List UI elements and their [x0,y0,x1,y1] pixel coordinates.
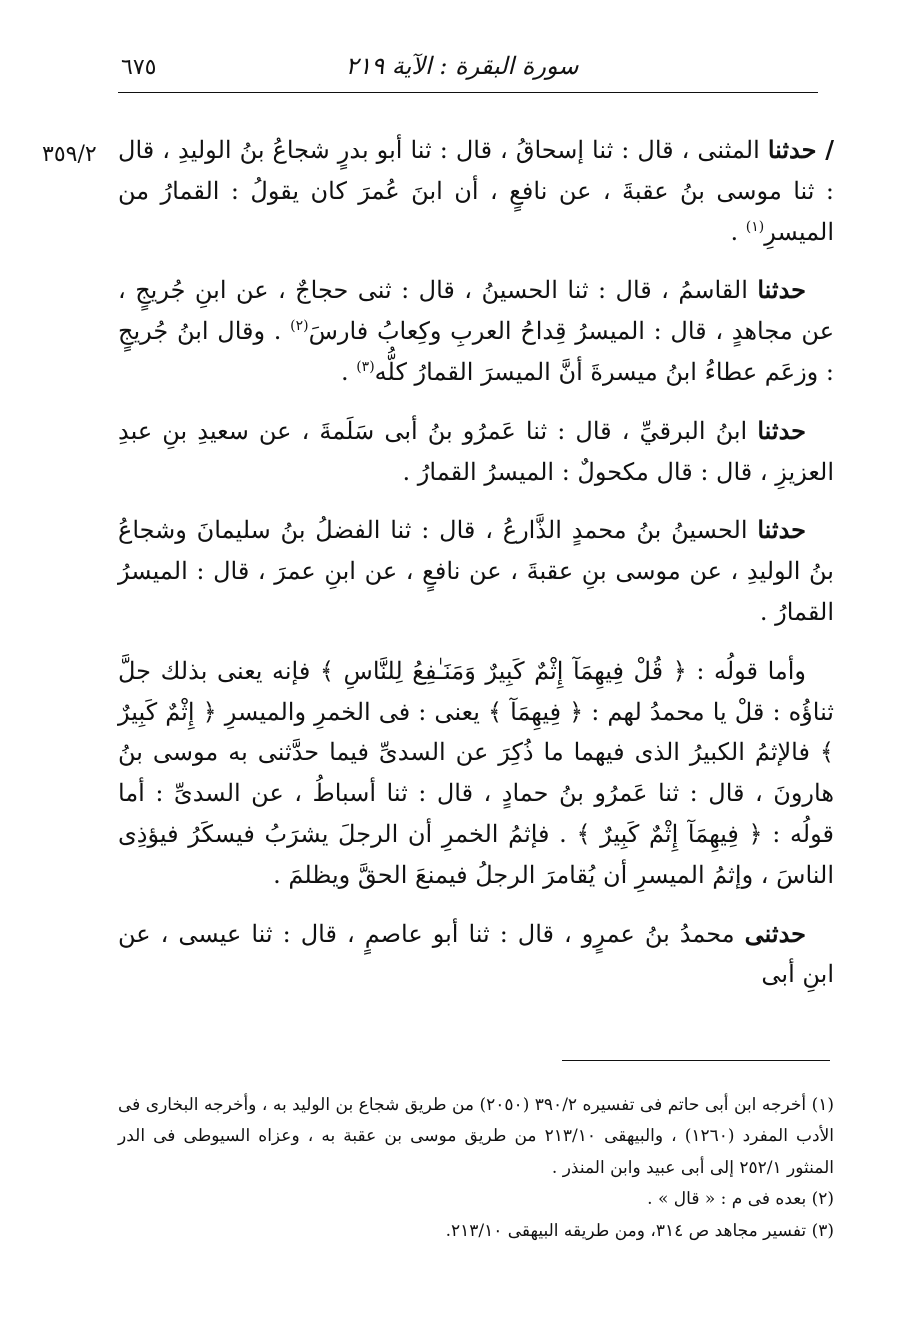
paragraph-4 [118,510,834,632]
chain-lead: حدثنى [744,918,806,948]
footnote-ref: (٢) [290,318,309,335]
paragraph-end: . [340,357,357,386]
chain-lead: / حدثنا [767,135,834,164]
margin-reference: ٣٥٩/٢ [42,142,97,167]
footnote-2: (٢) بعده فى م : « قال » . [647,1189,834,1210]
paragraph-text: الحسينُ بنُ محمدٍ الذَّارعُ ، قال : ثنا الفضلُ بنُ سليمانَ وشجاعُ بنُ الوليدِ ، عن موسى بنِ عقبةَ ، عن نافعٍ ، عن ابنِ عمرَ ، قال : الميسرُ القمارُ . [118,516,834,626]
paragraph-text: المثنى ، قال : ثنا إسحاقُ ، قال : ثنا أبو بدرٍ شجاعُ بنُ الوليدِ ، قال : ثنا موسى بنُ عقبةَ ، عن نافعٍ ، أن ابنَ عُمرَ كان يقولُ : القمارُ من الميسرِ [118,136,834,246]
page-number: ٦٧٥ [121,55,157,80]
paragraph-3 [118,411,834,493]
chain-lead: حدثنا [757,415,806,445]
main-text [118,130,834,1013]
paragraph-6 [118,914,834,996]
footnote-ref: (١) [745,218,765,235]
header-rule [118,92,818,93]
paragraph-text: القاسمُ ، قال : ثنا الحسينُ ، قال : ثنى حجاجٌ ، عن ابنِ جُريجٍ ، عن مجاهدٍ ، قال : الميسرُ قِداحُ العربِ وكِعابُ فارسَ [118,276,835,346]
paragraph-5 [118,651,834,896]
footnote-rule [562,1060,830,1061]
footnote-3: (٣) تفسير مجاهد ص ٣١٤، ومن طريقه البيهقى ٢١٣/١٠. [445,1220,834,1241]
paragraph-1 [118,130,834,252]
paragraph-text: ابنُ البرقيِّ ، قال : ثنا عَمرُو بنُ أبى سَلَمةَ ، عن سعيدِ بنِ عبدِ العزيزِ ، قال : قال مكحولٌ : الميسرُ القمارُ . [118,416,834,486]
running-title: سورة البقرة : الآية ٢١٩ [345,52,579,80]
paragraph-text-continued: . وقال ابنُ جُريجٍ : وزعَم عطاءُ ابنُ ميسرةَ أنَّ الميسرَ القمارُ كلُّه [118,317,834,386]
chain-lead: حدثنا [757,515,806,545]
paragraph-2 [118,270,834,392]
chain-lead: حدثنا [757,275,806,305]
paragraph-end: . [730,217,746,246]
paragraph-text: محمدُ بنُ عمرٍو ، قال : ثنا أبو عاصمٍ ، قال : ثنا عيسى ، عن ابنِ أبى [118,919,834,989]
footnote-ref: (٣) [356,358,375,375]
footnote-1: (١) أخرجه ابن أبى حاتم فى تفسيره ٣٩٠/٢ (٢٠٥٠) من طريق شجاع بن الوليد به ، وأخرجه البخارى فى الأدب المفرد (١٢٦٠) ، والبيهقى ٢١٣/١٠ من طريق موسى بن عقبة به ، وعزاه السيوطى فى الدر المنثور ٢٥٢/١ إلى أبى عبيد وابن المنذر . [118,1095,835,1178]
paragraph-text: وأما قولُه : ﴿ قُلْ فِيهِمَآ إِثْمٌ كَبِيرٌ وَمَنَـٰفِعُ لِلنَّاسِ ﴾ فإنه يعنى بذلك جلَّ ثناؤُه : قلْ يا محمدُ لهم : ﴿ فِيهِمَآ ﴾ يعنى : فى الخمرِ والميسرِ ﴿ إِثْمٌ كَبِيرٌ ﴾ فالإثمُ الكبيرُ الذى فيهما ما ذُكِرَ عن السدىِّ فيما حدَّثنى به موسى بنُ هارونَ ، قال : ثنا عَمرُو بنُ حمادٍ ، قال : ثنا أسباطُ ، عن السدىِّ : أما قولُه : ﴿ فِيهِمَآ إِثْمٌ كَبِيرٌ ﴾ . فإثمُ الخمرِ أن الرجلَ يشرَبُ فيسكَرُ فيؤذِى الناسَ ، وإثمُ الميسرِ أن يُقامرَ الرجلُ فيمنعَ الحقَّ ويظلمَ . [118,656,834,889]
footnotes [118,1090,834,1247]
